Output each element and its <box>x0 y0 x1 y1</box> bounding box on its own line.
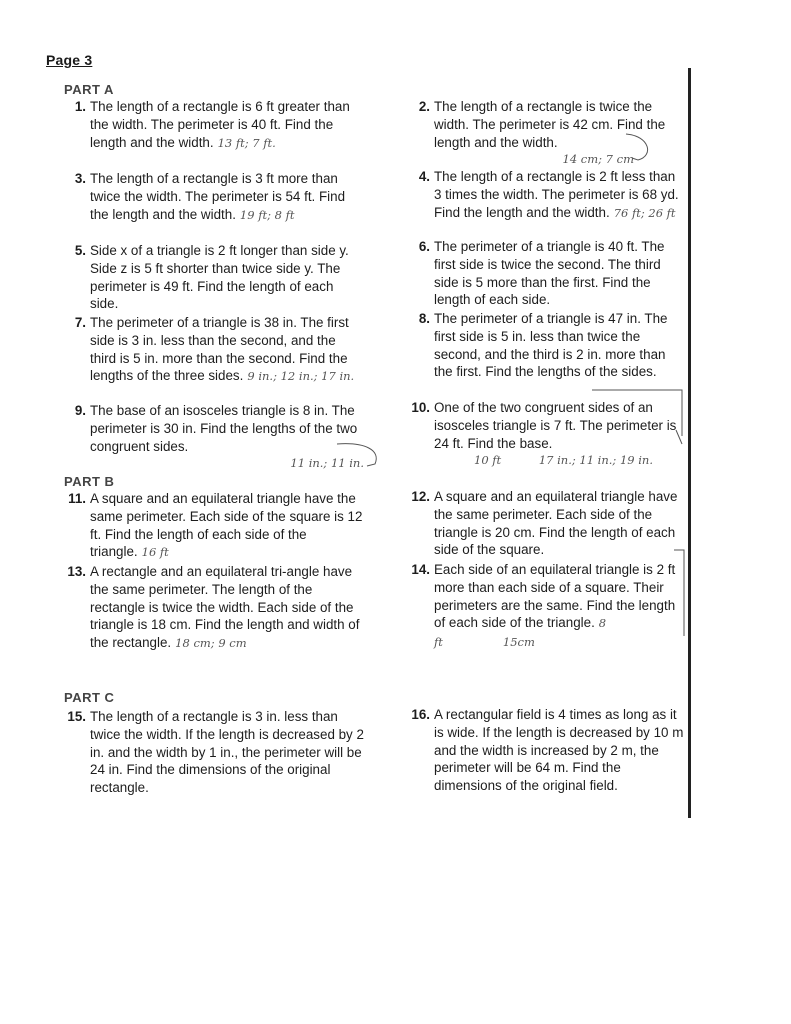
problem-3 <box>64 170 364 224</box>
section-heading-part-b: PART B <box>64 474 115 489</box>
handwritten-answer: 14 cm; 7 cm <box>562 152 634 167</box>
problem-text: One of the two congruent sides of an isosceles triangle is 7 ft. The perimeter is 24 ft. Find the base. <box>434 400 677 451</box>
problem-text: The perimeter of a triangle is 40 ft. The first side is twice the second. The third side is 5 more than the first. Find the length of each side. <box>434 239 665 308</box>
problem-text: A square and an equilateral triangle have the same perimeter. Each side of the triangle is 20 cm. Find the length of each side of the square. <box>434 489 678 558</box>
problem-12 <box>408 488 690 559</box>
problem-9 <box>64 402 364 473</box>
handwritten-answer-continued: 15cm <box>502 635 535 650</box>
problem-16 <box>408 706 690 795</box>
problem-number: 10. <box>411 400 430 415</box>
handwritten-answer: 9 in.; 12 in.; 17 in. <box>247 369 355 384</box>
problem-number: 12. <box>411 489 430 504</box>
handwritten-bracket-mark <box>590 382 690 452</box>
problem-text: The base of an isosceles triangle is 8 in. The perimeter is 30 in. Find the lengths of the two congruent sides. <box>90 403 358 454</box>
handwritten-answer: 18 cm; 9 cm <box>175 636 247 651</box>
handwritten-answer: 11 in.; 11 in. <box>290 456 364 471</box>
problem-number: 7. <box>74 315 86 330</box>
handwritten-bracket-mark <box>672 540 692 640</box>
problem-number: 2. <box>418 99 430 114</box>
problem-number: 3. <box>74 171 86 186</box>
problem-8 <box>408 310 684 381</box>
problem-text: A rectangular field is 4 times as long as it is wide. If the length is decreased by 10 m and the width is increased by 2 m, the perimeter will be 64 m. Find the dimensions of the original field. <box>434 707 684 794</box>
page-label: Page 3 <box>46 52 93 68</box>
problem-1 <box>64 98 364 152</box>
section-heading-part-a: PART A <box>64 82 114 97</box>
handwritten-answer-continued: 17 in.; 11 in.; 19 in. <box>538 453 653 468</box>
problem-text: Each side of an equilateral triangle is 2 ft more than each side of a square. Their perimeters are the same. Find the length of each side of the triangle. <box>434 562 676 631</box>
problem-11 <box>64 490 364 562</box>
problem-number: 8. <box>418 311 430 326</box>
problem-6 <box>408 238 684 309</box>
problem-4 <box>408 168 684 222</box>
problem-number: 5. <box>74 243 86 258</box>
problem-text: Side x of a triangle is 2 ft longer than side y. Side z is 5 ft shorter than twice side y. The perimeter is 49 ft. Find the length of each side. <box>90 243 349 312</box>
problem-number: 9. <box>74 403 86 418</box>
problem-number: 11. <box>68 491 86 506</box>
problem-14 <box>408 561 690 652</box>
problem-number: 4. <box>418 169 430 184</box>
handwritten-answer: 76 ft; 26 ft <box>613 205 676 220</box>
problem-13 <box>64 563 364 653</box>
problem-text: A square and an equilateral triangle have the same perimeter. Each side of the square is 12 ft. Find the length of each side of the triangle. <box>90 491 363 560</box>
problem-number: 13. <box>67 564 86 579</box>
problem-number: 16. <box>411 707 430 722</box>
problem-text: A rectangle and an equilateral tri-angle have the same perimeter. The length of the rectangle is twice the width. Each side of the triangle is 18 cm. Find the length and width of the rectangle. <box>90 564 360 651</box>
handwritten-arrow-mark <box>620 130 660 170</box>
problem-number: 6. <box>418 239 430 254</box>
handwritten-answer: 16 ft <box>141 545 169 560</box>
problem-15 <box>64 708 364 797</box>
problem-text: The length of a rectangle is 3 in. less than twice the width. If the length is decreased by 2 in. and the width by 1 in., the perimeter will be 24 in. Find the dimensions of the original rectangle. <box>90 709 364 796</box>
problem-text: The perimeter of a triangle is 38 in. The first side is 3 in. less than the second, and the third is 5 in. more than the second. Find the lengths of the three sides. <box>90 315 349 384</box>
problem-7 <box>64 314 364 386</box>
problem-number: 15. <box>67 709 86 724</box>
section-heading-part-c: PART C <box>64 690 115 705</box>
problem-text: The length of a rectangle is 6 ft greater than the width. The perimeter is 40 ft. Find the length and the width. <box>90 99 350 150</box>
handwritten-answer: 8 ft <box>434 616 607 650</box>
problem-text: The perimeter of a triangle is 47 in. The first side is 5 in. less than twice the second, and the third is 2 in. more than the first. Find the lengths of the sides. <box>434 311 668 380</box>
handwritten-arrow-mark <box>335 440 385 470</box>
problem-text: The length of a rectangle is 2 ft less than 3 times the width. The perimeter is 68 yd. Find the length and the width. <box>434 169 679 220</box>
problem-number: 14. <box>411 562 430 577</box>
handwritten-answer: 10 ft <box>474 453 502 468</box>
problem-number: 1. <box>74 99 86 114</box>
handwritten-answer: 13 ft; 7 ft. <box>217 135 276 150</box>
problem-5 <box>64 242 364 313</box>
handwritten-answer: 19 ft; 8 ft <box>239 207 295 222</box>
problem-text: The length of a rectangle is 3 ft more than twice the width. The perimeter is 54 ft. Find the length and the width. <box>90 171 346 222</box>
problem-text: The length of a rectangle is twice the width. The perimeter is 42 cm. Find the length and the width. <box>434 99 666 150</box>
